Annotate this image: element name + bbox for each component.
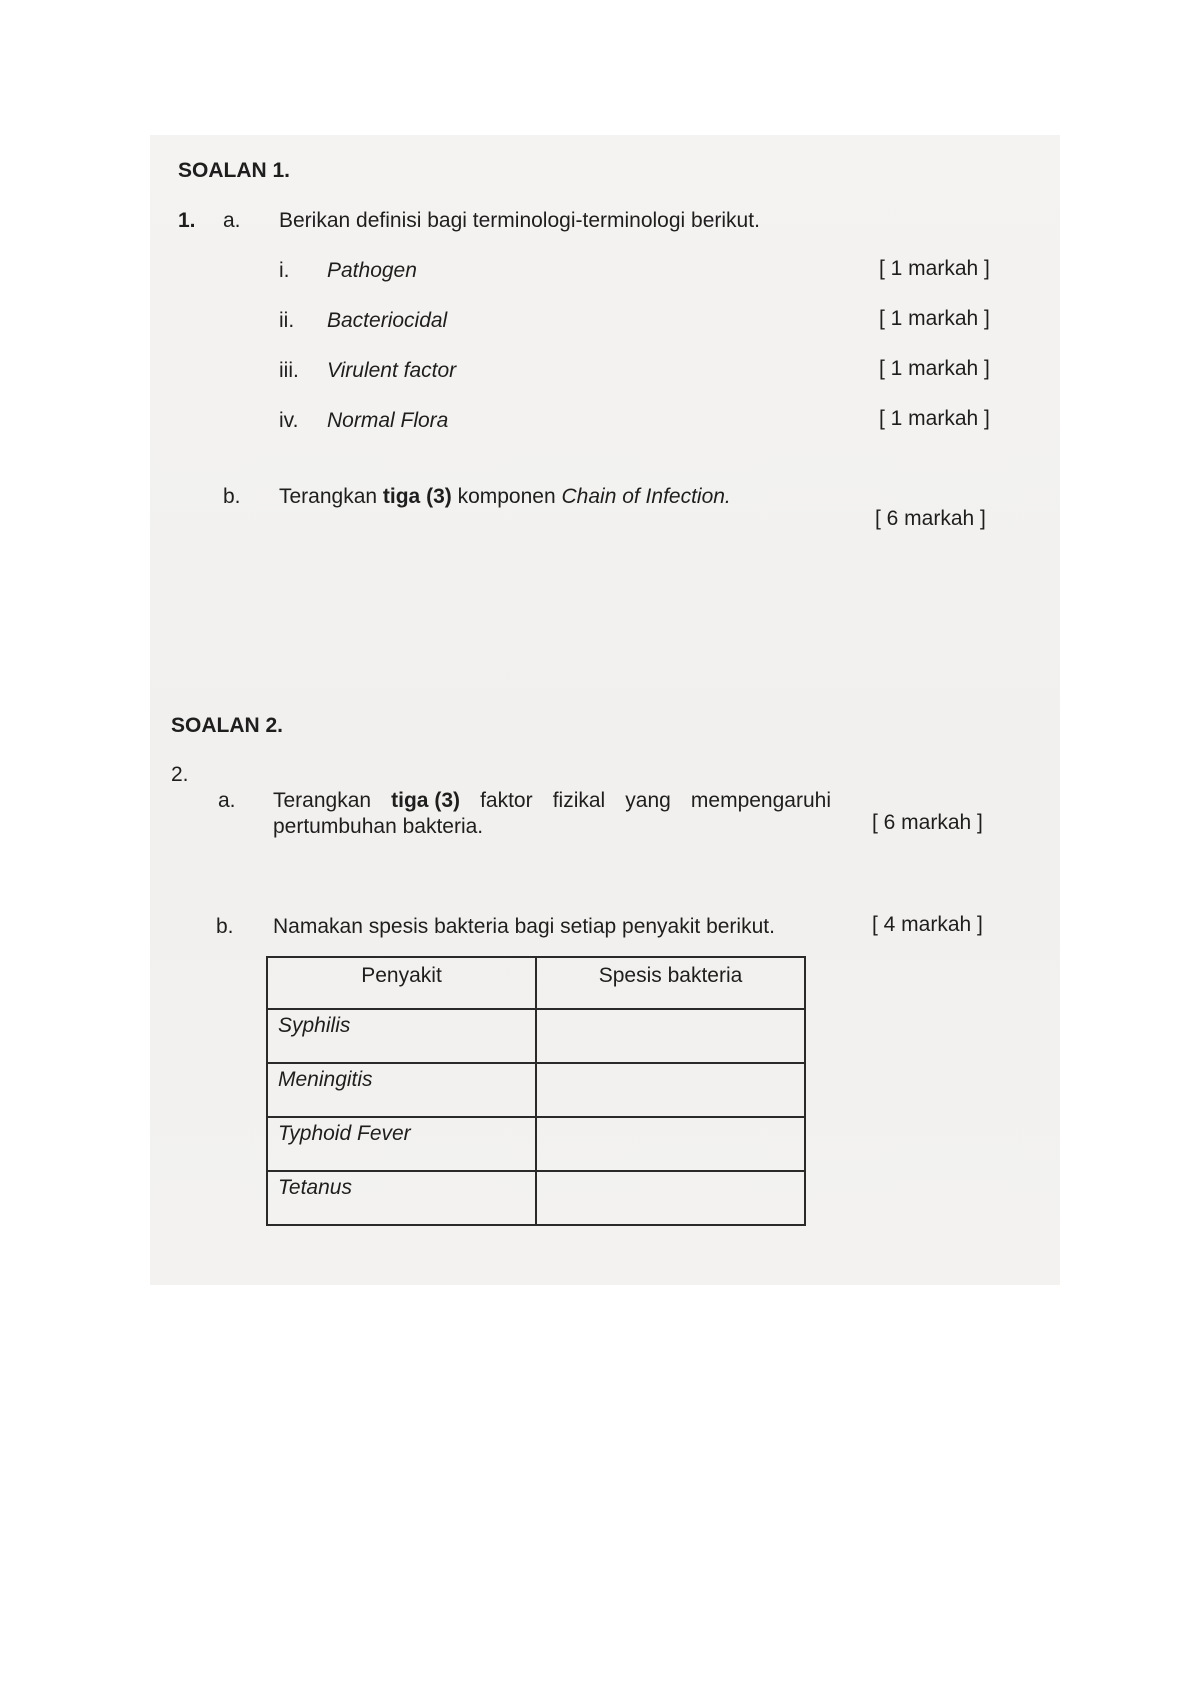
question-2-heading: SOALAN 2. xyxy=(171,714,284,737)
item-term: Bacteriocidal xyxy=(327,309,448,332)
question-1a-letter: a. xyxy=(223,209,241,232)
question-2a-line1: Terangkan tiga (3) faktor fizikal yang mempengaruhi xyxy=(273,789,831,812)
item-marks: [ 1 markah ] xyxy=(879,257,990,280)
question-1-number: 1. xyxy=(178,209,196,232)
question-2-number: 2. xyxy=(171,763,189,786)
question-1a-prompt: Berikan definisi bagi terminologi-terminologi berikut. xyxy=(279,209,760,232)
disease-cell: Typhoid Fever xyxy=(267,1117,536,1171)
column-header-penyakit: Penyakit xyxy=(267,957,536,1009)
question-1-heading: SOALAN 1. xyxy=(178,159,291,182)
table-row xyxy=(267,1171,805,1225)
table-row xyxy=(267,1063,805,1117)
question-2a-marks: [ 6 markah ] xyxy=(872,811,983,834)
item-roman: iii. xyxy=(279,359,299,382)
question-1b-prompt: Terangkan tiga (3) komponen Chain of Infection. xyxy=(279,485,731,508)
item-term: Virulent factor xyxy=(327,359,457,382)
question-2a-line2: pertumbuhan bakteria. xyxy=(273,815,484,838)
table-row xyxy=(267,1009,805,1063)
item-term: Normal Flora xyxy=(327,409,449,432)
answer-cell xyxy=(536,1009,805,1063)
table-row xyxy=(267,1117,805,1171)
item-roman: iv. xyxy=(279,409,299,432)
item-marks: [ 1 markah ] xyxy=(879,407,990,430)
bacteria-species-table xyxy=(266,956,806,1226)
item-roman: ii. xyxy=(279,309,295,332)
answer-cell xyxy=(536,1117,805,1171)
question-2a-letter: a. xyxy=(218,789,236,812)
item-term: Pathogen xyxy=(327,259,417,282)
question-2b-letter: b. xyxy=(216,915,234,938)
column-header-spesis-bakteria: Spesis bakteria xyxy=(536,957,805,1009)
disease-cell: Tetanus xyxy=(267,1171,536,1225)
disease-cell: Meningitis xyxy=(267,1063,536,1117)
question-1b-marks: [ 6 markah ] xyxy=(875,507,986,530)
table-header-row xyxy=(267,957,805,1009)
item-roman: i. xyxy=(279,259,290,282)
disease-cell: Syphilis xyxy=(267,1009,536,1063)
question-2b-marks: [ 4 markah ] xyxy=(872,913,983,936)
question-1b-letter: b. xyxy=(223,485,241,508)
answer-cell xyxy=(536,1171,805,1225)
question-2b-prompt: Namakan spesis bakteria bagi setiap penyakit berikut. xyxy=(273,915,775,938)
item-marks: [ 1 markah ] xyxy=(879,357,990,380)
answer-cell xyxy=(536,1063,805,1117)
item-marks: [ 1 markah ] xyxy=(879,307,990,330)
